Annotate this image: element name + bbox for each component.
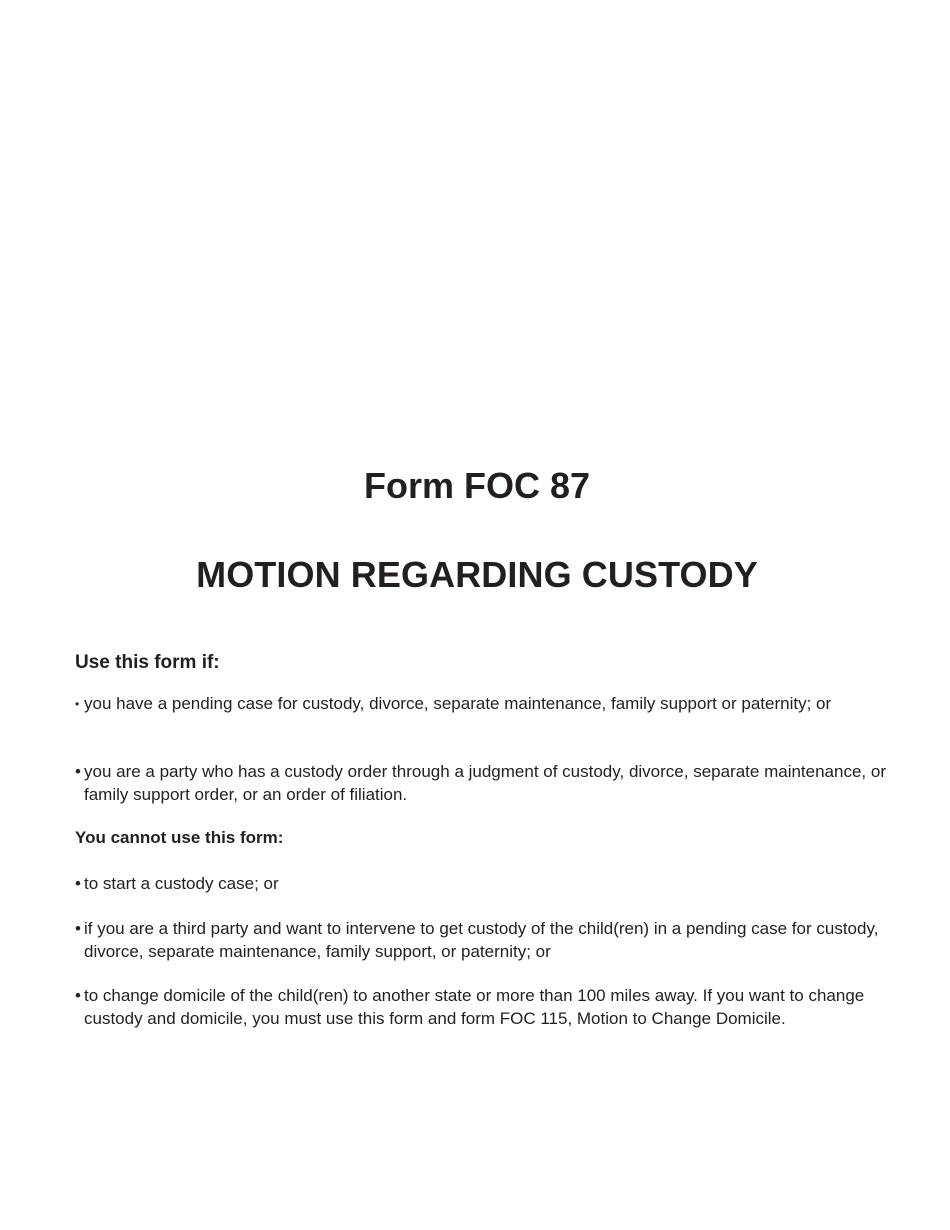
use-bullet-text: you are a party who has a custody order through a judgment of custody, divorce, separate maintenance, or family support order, or an order of filiation.: [84, 762, 886, 804]
cannot-section-heading: You cannot use this form:: [75, 828, 284, 847]
cannot-bullet-text: if you are a third party and want to intervene to get custody of the child(ren) in a pending case for custody, divorce, separate maintenance, family support, or paternity; or: [84, 919, 879, 961]
bullet-marker: •: [75, 762, 81, 781]
bullet-marker: •: [75, 697, 80, 711]
use-bullet-text: you have a pending case for custody, divorce, separate maintenance, family support or paternity; or: [84, 694, 832, 713]
cannot-bullet-item: [75, 985, 875, 1030]
cannot-bullet-item: [75, 918, 895, 963]
use-bullet-item: [75, 693, 895, 716]
bullet-marker: •: [75, 919, 81, 938]
bullet-marker: •: [75, 986, 81, 1005]
form-title: MOTION REGARDING CUSTODY: [196, 554, 758, 595]
bullet-marker: •: [75, 874, 81, 893]
form-number: Form FOC 87: [363, 465, 591, 506]
cannot-bullet-item: [75, 873, 895, 896]
use-section-heading: Use this form if:: [75, 652, 220, 673]
cannot-bullet-text: to start a custody case; or: [84, 874, 279, 893]
use-bullet-item: [75, 761, 895, 806]
cannot-bullet-text: to change domicile of the child(ren) to another state or more than 100 miles away. If you want to change custody and domicile, you must use this form and form FOC 115, Motion to Change Domicile.: [84, 986, 865, 1028]
